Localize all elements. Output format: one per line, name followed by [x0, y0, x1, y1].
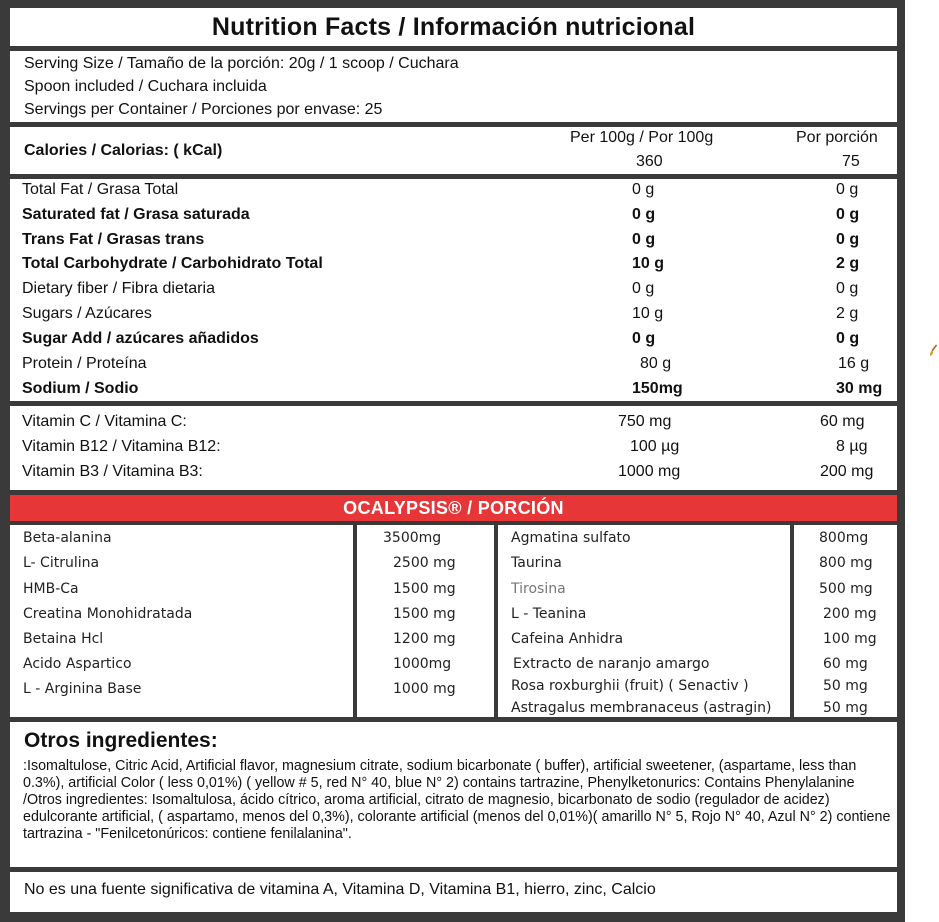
- ingredient-amount: 1500 mg: [393, 581, 456, 597]
- vitamin-per100: 100 µg: [630, 438, 680, 455]
- nutrient-row: [10, 353, 897, 378]
- ingredient-amount: 200 mg: [823, 606, 877, 622]
- nutrient-name: Saturated fat / Grasa saturada: [22, 206, 250, 223]
- other-ingredients-title: Otros ingredientes:: [24, 729, 218, 752]
- nutrient-per-serving: 0 g: [836, 181, 859, 198]
- nutrient-per-serving: 2 g: [836, 305, 859, 322]
- nutrient-per-serving: 2 g: [836, 255, 860, 272]
- ingredient-name: L - Arginina Base: [23, 681, 142, 697]
- nutrient-per100: 0 g: [632, 280, 655, 297]
- ingredient-amount: 500 mg: [819, 581, 873, 597]
- nutrient-row: [10, 204, 897, 229]
- nutrient-per100: 0 g: [632, 231, 656, 248]
- ingredient-amount: 1000mg: [393, 656, 452, 672]
- vitamin-name: Vitamin B12 / Vitamina B12:: [22, 438, 221, 455]
- ingredient-name: Taurina: [511, 555, 562, 571]
- ocalypsis-right-names: [498, 525, 790, 717]
- nutrient-per100: 10 g: [632, 305, 664, 322]
- servings-per-container: Servings per Container / Porciones por envase: 25: [24, 101, 383, 118]
- ingredient-name: Extracto de naranjo amargo: [513, 656, 710, 672]
- ingredient-amount: 800 mg: [819, 555, 873, 571]
- nutrient-name: Sugars / Azúcares: [22, 305, 152, 322]
- per100-header: Per 100g / Por 100g: [570, 129, 714, 146]
- nutrient-per-serving: 0 g: [836, 231, 860, 248]
- nutrient-per-serving: 0 g: [836, 280, 859, 297]
- ocalypsis-left-names: [10, 525, 353, 717]
- nutrient-per100: 0 g: [632, 181, 655, 198]
- ingredient-name: Tirosina: [511, 581, 566, 597]
- vitamin-per-serving: 60 mg: [820, 413, 865, 430]
- vitamin-per100: 1000 mg: [618, 463, 681, 480]
- ingredient-amount: 1500 mg: [393, 606, 456, 622]
- ingredient-amount: 1200 mg: [393, 631, 456, 647]
- ingredient-name: Agmatina sulfato: [511, 530, 631, 546]
- nutrient-row: [10, 278, 897, 303]
- vitamin-row: [10, 411, 897, 436]
- nutrient-row: [10, 253, 897, 278]
- ingredient-name: Cafeina Anhidra: [511, 631, 624, 647]
- nutrient-name: Sodium / Sodio: [22, 380, 139, 397]
- nutrient-per-serving: 0 g: [836, 330, 860, 347]
- ocalypsis-header: [10, 495, 897, 521]
- ingredient-name: Acido Aspartico: [23, 656, 132, 672]
- brush-icon: [928, 344, 938, 358]
- title-panel: [10, 8, 897, 46]
- nutrient-per-serving: 16 g: [838, 355, 870, 372]
- other-ingredients: [10, 722, 897, 867]
- vitamin-name: Vitamin C / Vitamina C:: [22, 413, 187, 430]
- ingredient-amount: 1000 mg: [393, 681, 456, 697]
- nutrient-per100: 0 g: [632, 206, 656, 223]
- ingredient-amount: 3500mg: [383, 530, 442, 546]
- nutrient-per100: 150mg: [632, 380, 683, 397]
- nutrient-per100: 0 g: [632, 330, 656, 347]
- vitamin-row: [10, 436, 897, 461]
- calories-section: [10, 127, 897, 174]
- footer-note-panel: [10, 872, 897, 912]
- nutrient-row: [10, 229, 897, 254]
- nutrient-name: Dietary fiber / Fibra dietaria: [22, 280, 215, 297]
- ingredient-amount: 60 mg: [823, 656, 868, 672]
- ingredient-amount: 2500 mg: [393, 555, 456, 571]
- nutrient-per100: 10 g: [632, 255, 665, 272]
- vitamin-per100: 750 mg: [618, 413, 672, 430]
- calories-per-serving: 75: [842, 153, 860, 170]
- ingredient-amount: 50 mg: [823, 700, 868, 716]
- serving-size: Serving Size / Tamaño de la porción: 20g / 1 scoop / Cuchara: [24, 55, 459, 72]
- ingredient-name: Creatina Monohidratada: [23, 606, 193, 622]
- serving-info: [10, 51, 897, 122]
- ingredient-amount: 100 mg: [823, 631, 877, 647]
- ocalypsis-left-amounts: [357, 525, 494, 717]
- nutrient-name: Total Fat / Grasa Total: [22, 181, 179, 198]
- label-title: Nutrition Facts / Información nutricional: [211, 12, 696, 41]
- nutrient-row: [10, 179, 897, 204]
- ingredient-name: L- Citrulina: [23, 555, 100, 571]
- nutrient-name: Total Carbohydrate / Carbohidrato Total: [22, 255, 323, 272]
- nutrients-table: [10, 179, 897, 401]
- nutrient-per-serving: 30 mg: [836, 380, 883, 397]
- vitamin-per-serving: 8 µg: [836, 438, 868, 455]
- ingredient-name: Beta-alanina: [23, 530, 112, 546]
- calories-label: Calories / Calorias: ( kCal): [24, 142, 223, 159]
- other-ingredients-text: :Isomaltulose, Citric Acid, Artificial flavor, magnesium citrate, sodium bicarbonate ( buffer), artificial sweetener, (aspartame, less than 0.3%), artificial Color ( less 0,01%) ( yellow # 5, red N° 40, blue N° 2) contains tartrazine, Phenylketonurics: Contains Phenylalanine /Otros ingredientes: Isomaltulosa, ácido cítrico, aroma artificial, citrato de magnesio, bicarbonato de sodio (regulador de acidez) edulcorante artificial, ( aspartamo, menos del 0,3%), colorante artificial (menos del 0,01%)( amarillo N° 5, Rojo N° 40, Azul N° 2) contiene tartrazina - "Fenilcetonúricos: contiene fenilalanina".: [23, 758, 891, 842]
- vitamin-row: [10, 461, 897, 486]
- footer-note: No es una fuente significativa de vitamina A, Vitamina D, Vitamina B1, hierro, zinc, Calcio: [24, 881, 656, 898]
- spoon-included: Spoon included / Cuchara incluida: [24, 78, 267, 95]
- calories-per100: 360: [636, 153, 663, 170]
- ingredient-name: Astragalus membranaceus (astragin): [511, 700, 772, 716]
- per-serving-header: Por porción: [796, 129, 878, 146]
- vitamins-table: [10, 406, 897, 490]
- ingredient-name: Betaina Hcl: [23, 631, 104, 647]
- nutrient-row: [10, 378, 897, 403]
- ingredient-amount: 50 mg: [823, 678, 868, 694]
- nutrient-row: [10, 303, 897, 328]
- nutrient-name: Protein / Proteína: [22, 355, 147, 372]
- nutrient-per100: 80 g: [640, 355, 672, 372]
- nutrient-row: [10, 328, 897, 353]
- ingredient-amount: 800mg: [819, 530, 869, 546]
- vitamin-per-serving: 200 mg: [820, 463, 874, 480]
- ingredient-name: HMB-Ca: [23, 581, 79, 597]
- nutrient-name: Sugar Add / azúcares añadidos: [22, 330, 259, 347]
- nutrient-name: Trans Fat / Grasas trans: [22, 231, 205, 248]
- ingredient-name: L - Teanina: [511, 606, 587, 622]
- ocalypsis-title: OCALYPSIS® / PORCIÓN: [343, 497, 564, 518]
- ocalypsis-right-amounts: [794, 525, 897, 717]
- nutrient-per-serving: 0 g: [836, 206, 860, 223]
- ingredient-name: Rosa roxburghii (fruit) ( Senactiv ): [511, 678, 749, 694]
- vitamin-name: Vitamin B3 / Vitamina B3:: [22, 463, 203, 480]
